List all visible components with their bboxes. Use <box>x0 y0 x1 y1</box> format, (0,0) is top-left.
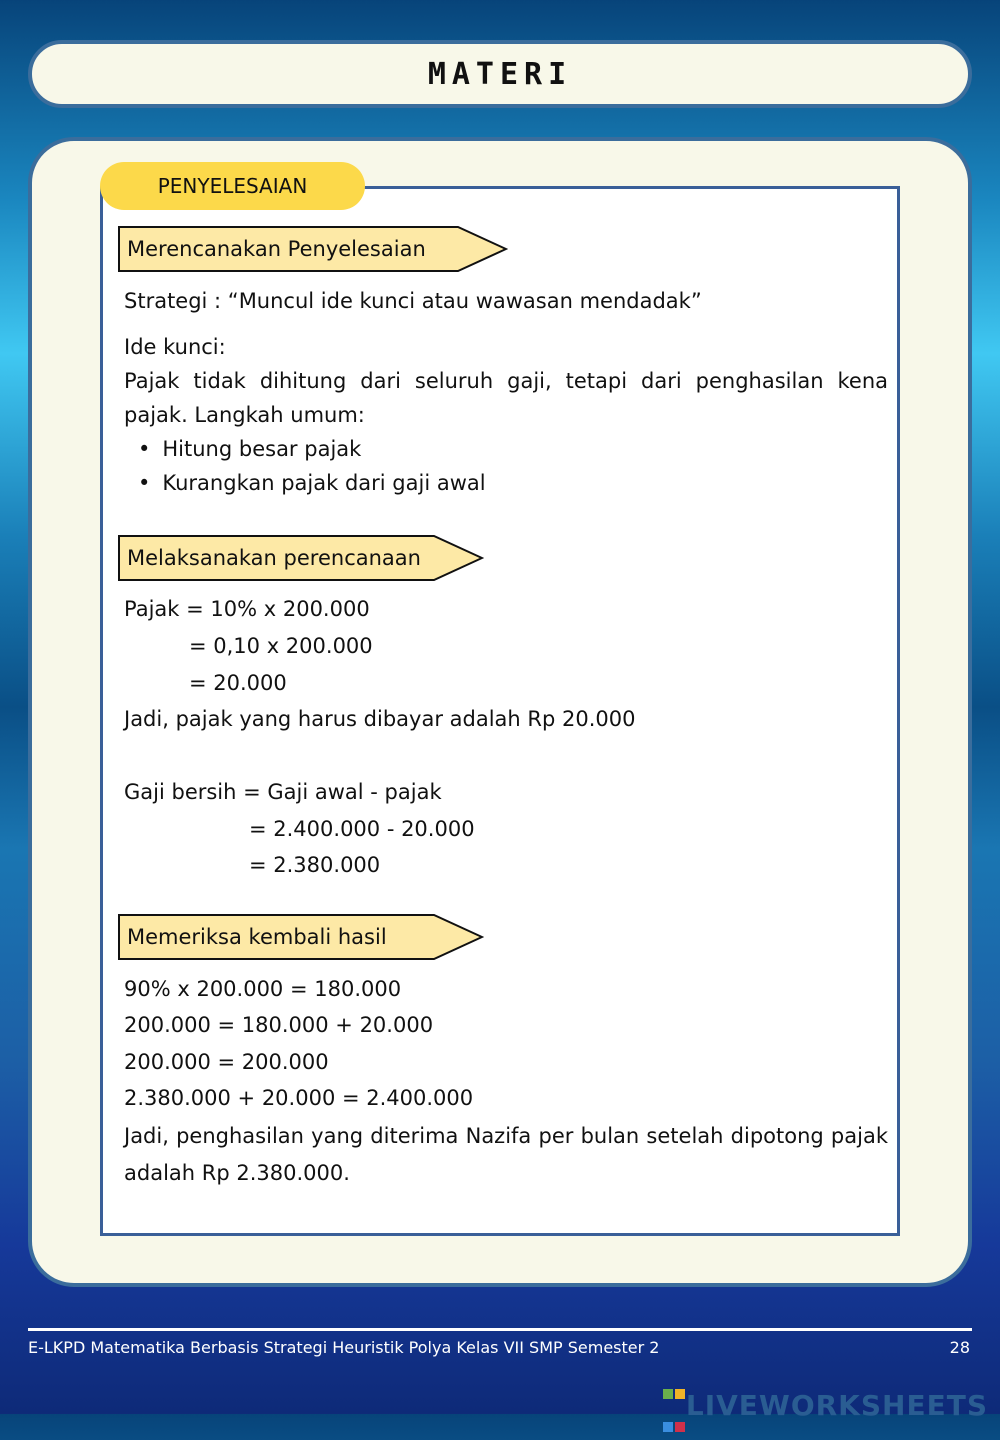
step-banner-check <box>118 914 484 960</box>
conclusion-text: Jadi, penghasilan yang diterima Nazifa per bulan setelah dipotong pajak adalah Rp 2.380.000. <box>124 1124 888 1185</box>
logo-icon <box>662 1374 686 1440</box>
calc-line: Gaji bersih = Gaji awal - pajak <box>124 780 442 804</box>
section-label: PENYELESAIAN <box>100 162 365 210</box>
calc-line: Pajak = 10% x 200.000 <box>124 597 370 621</box>
calc-line: = 2.380.000 <box>249 853 381 877</box>
step-title: Memeriksa kembali hasil <box>127 925 387 949</box>
title-bar <box>28 40 972 108</box>
strategy-text: Strategi : “Muncul ide kunci atau wawasan mendadak” <box>124 289 702 313</box>
check-line: 200.000 = 200.000 <box>124 1050 329 1074</box>
page-number: 28 <box>949 1338 970 1357</box>
bullet-item: • Kurangkan pajak dari gaji awal <box>138 466 486 500</box>
bullet-item: • Hitung besar pajak <box>138 432 361 466</box>
check-line: 2.380.000 + 20.000 = 2.400.000 <box>124 1086 474 1110</box>
step-title: Melaksanakan perencanaan <box>127 546 421 570</box>
check-line: 90% x 200.000 = 180.000 <box>124 977 402 1001</box>
liveworksheets-logo <box>662 1374 988 1440</box>
key-idea-label: Ide kunci: <box>124 335 226 359</box>
check-line: 200.000 = 180.000 + 20.000 <box>124 1013 434 1037</box>
page-title: MATERI <box>427 57 573 92</box>
calc-line: Jadi, pajak yang harus dibayar adalah Rp 20.000 <box>124 707 636 731</box>
footer-text: E-LKPD Matematika Berbasis Strategi Heuristik Polya Kelas VII SMP Semester 2 <box>28 1338 660 1357</box>
key-idea-text: Pajak tidak dihitung dari seluruh gaji, tetapi dari penghasilan kena pajak. Langkah umum: <box>124 369 888 427</box>
footer-divider <box>28 1328 972 1331</box>
step-banner-plan <box>118 226 508 272</box>
watermark-text: LIVEWORKSHEETS <box>685 1389 988 1422</box>
step-title: Merencanakan Penyelesaian <box>127 237 426 261</box>
calc-line: = 0,10 x 200.000 <box>189 634 373 658</box>
calc-line: = 2.400.000 - 20.000 <box>249 817 475 841</box>
step-banner-execute <box>118 535 484 581</box>
calc-line: = 20.000 <box>189 671 287 695</box>
